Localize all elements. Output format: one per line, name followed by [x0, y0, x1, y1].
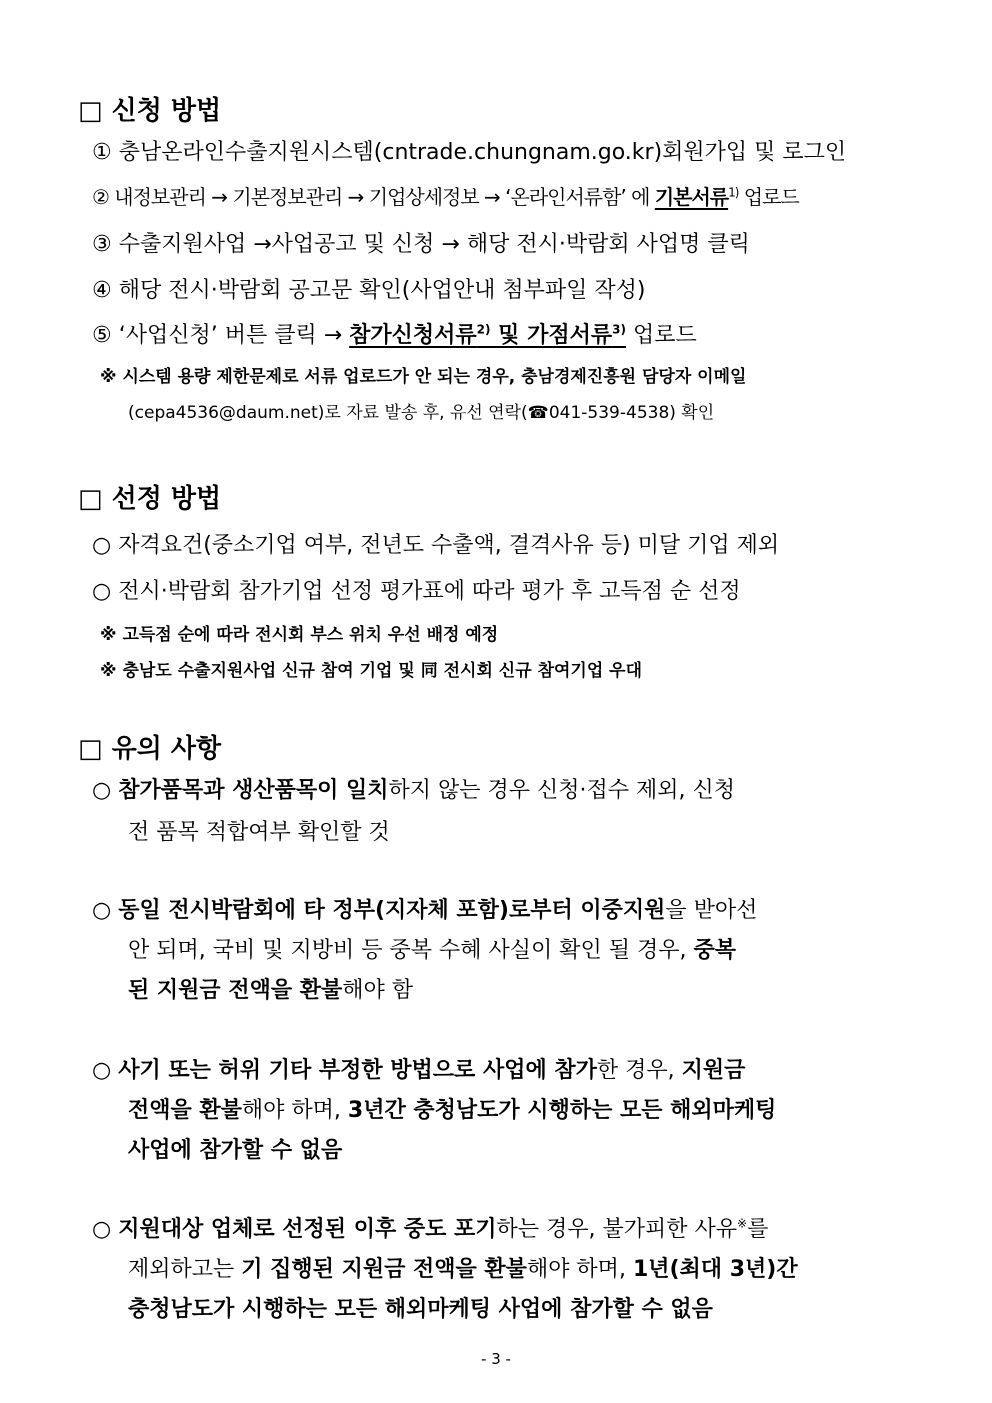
bullet: ○	[92, 1058, 112, 1083]
list-item: ○ 전시·박람회 참가기업 선정 평가표에 따라 평가 후 고득점 순 선정	[92, 579, 741, 604]
body-text: 제외하고는	[128, 1257, 242, 1282]
paragraph-line	[128, 1093, 776, 1124]
list-item: ○ 자격요건(중소기업 여부, 전년도 수출액, 결격사유 등) 미달 기업 제외	[92, 533, 780, 558]
body-text: 하는 경우, 불가피한 사유	[496, 1217, 738, 1242]
section-title-cautions: □ 유의 사항	[78, 734, 222, 764]
list-item	[92, 273, 645, 304]
bullet: ○	[92, 898, 112, 923]
body-text: 해야 하며,	[526, 1257, 633, 1282]
item-number: ②	[92, 185, 109, 209]
body-text: 해야 하며,	[241, 1098, 348, 1123]
emphasis-text: 참가품목과 생산품목이 일치	[118, 778, 389, 803]
paragraph-line	[92, 773, 735, 804]
emphasis-text: 동일 전시박람회에 타 정부(지자체 포함)로부터 이중지원	[118, 898, 666, 923]
paragraph-line: 충청남도가 시행하는 모든 해외마케팅 사업에 참가할 수 없음	[128, 1297, 713, 1322]
note-line: ※ 고득점 순에 따라 전시회 부스 위치 우선 배정 예정	[100, 625, 499, 645]
emphasis-text: 1년(최대 3년)간	[632, 1257, 798, 1282]
paragraph-line: 전 품목 적합여부 확인할 것	[128, 820, 390, 845]
paragraph-line	[128, 933, 736, 964]
emphasis-text: 전액을 환불	[128, 1098, 242, 1123]
paragraph-line	[128, 1252, 798, 1283]
body-text: 안 되며, 국비 및 지방비 등 중복 수혜 사실이 확인 될 경우,	[128, 938, 694, 963]
body-text: 를	[747, 1217, 769, 1242]
item-number: ④	[92, 278, 112, 303]
basic-docs-label: 기본서류	[654, 185, 729, 209]
list-item	[92, 227, 750, 258]
paragraph-line	[92, 893, 757, 924]
section-title-apply: □ 신청 방법	[78, 96, 222, 126]
paragraph-line	[128, 973, 413, 1004]
emphasis-text: 기 집행된 지원금 전액을 환불	[241, 1257, 527, 1282]
body-text: 하지 않는 경우 신청·접수 제외, 신청	[388, 778, 736, 803]
item-text: 내정보관리 → 기본정보관리 → 기업상세정보 → ‘온라인서류함’ 에	[114, 185, 655, 209]
body-text: 을 받아선	[665, 898, 758, 923]
item-text: 업로드	[625, 323, 697, 348]
note-line: ※ 충남도 수출지원사업 신규 참여 기업 및 同 전시회 신규 참여기업 우대	[100, 661, 643, 681]
item-text: 충남온라인수출지원시스템(cntrade.chungnam.go.kr)회원가입 및 로그인	[118, 140, 847, 165]
body-text: 한 경우,	[596, 1058, 682, 1083]
emphasis-text: 사기 또는 허위 기타 부정한 방법으로 사업에 참가	[118, 1058, 597, 1083]
emphasis-text: 된 지원금 전액을 환불	[128, 978, 343, 1003]
emphasis-text: 지원대상 업체로 선정된 이후 중도 포기	[118, 1217, 497, 1242]
bullet: ○	[92, 1217, 112, 1242]
list-item	[92, 135, 846, 166]
list-item	[92, 318, 697, 349]
application-docs-label	[349, 323, 626, 348]
emphasis-text: 중복	[693, 938, 736, 963]
body-text: 해야 함	[342, 978, 413, 1003]
footnote-ref: ※	[737, 1216, 748, 1231]
paragraph-line	[92, 1212, 768, 1243]
list-item	[92, 181, 799, 210]
item-number: ③	[92, 232, 112, 257]
item-text: 수출지원사업 →사업공고 및 신청 → 해당 전시·박람회 사업명 클릭	[118, 232, 750, 257]
section-title-selection: □ 선정 방법	[78, 484, 222, 514]
emphasis-text: 지원금	[681, 1058, 746, 1083]
item-number: ①	[92, 140, 112, 165]
emphasis-text: 3년간 충청남도가 시행하는 모든 해외마케팅	[347, 1098, 777, 1123]
page-number: - 3 -	[481, 1350, 511, 1368]
application-docs-text: 참가신청서류	[349, 323, 477, 348]
bonus-docs-text: 및 가점서류	[490, 323, 613, 348]
paragraph-line	[92, 1053, 745, 1084]
note-line: ※ 시스템 용량 제한문제로 서류 업로드가 안 되는 경우, 충남경제진흥원 담당자 이메일	[100, 367, 747, 387]
bullet: ○	[92, 778, 112, 803]
item-text: ‘사업신청’ 버튼 클릭 →	[118, 323, 350, 348]
note-line: (cepa4536@daum.net)로 자료 발송 후, 유선 연락(☎041-539-4538) 확인	[128, 403, 715, 423]
paragraph-line: 사업에 참가할 수 없음	[128, 1138, 343, 1163]
footnote-ref: 2)	[476, 322, 491, 337]
item-text: 해당 전시·박람회 공고문 확인(사업안내 첨부파일 작성)	[118, 278, 646, 303]
item-text: 업로드	[738, 185, 799, 209]
item-number: ⑤	[92, 323, 112, 348]
footnote-ref: 3)	[612, 322, 626, 337]
footnote-ref: 1)	[728, 185, 739, 200]
